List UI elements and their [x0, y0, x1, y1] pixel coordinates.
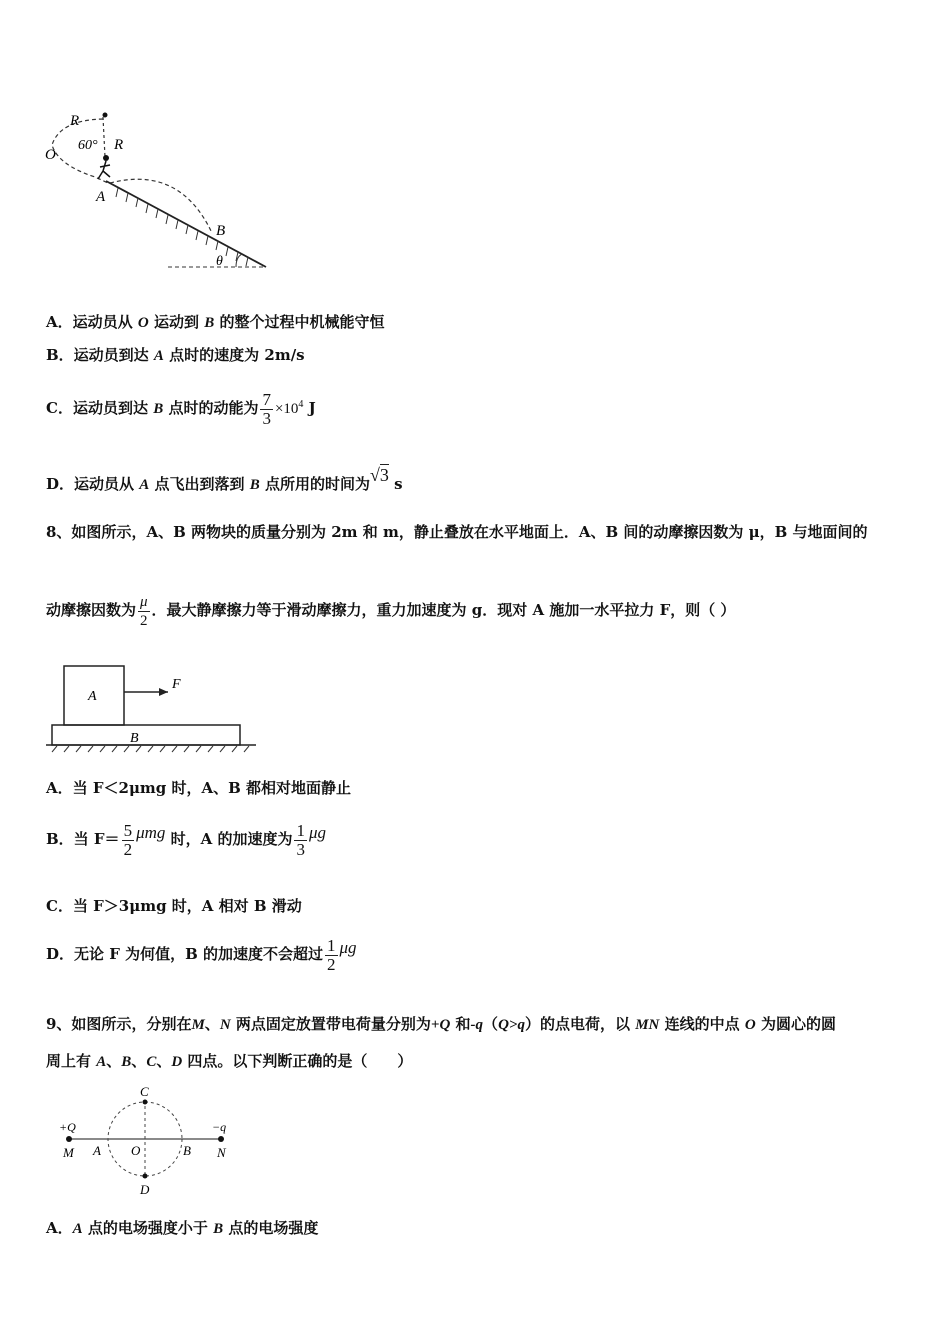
label-B: B: [183, 1143, 191, 1158]
label-D: D: [140, 1182, 150, 1197]
fraction-1-2: $\frac{1}{2}$: [327, 935, 336, 974]
q8-option-d: D．无论 F 为何值，B 的加速度不会超过 $\frac{1}{2}$ μg: [46, 935, 357, 974]
q8-stem-line1: 8、如图所示，A、B 两物块的质量分别为 2m 和 m，静止叠放在水平地面上．A、B 间的动摩擦因数为 μ，B 与地面间的: [46, 523, 868, 541]
q9-stem-line1: 9、如图所示，分别在M、N 两点固定放置带电荷量分别为+Q 和-q（Q>q）的点电荷，以 MN 连线的中点 O 为圆心的圆: [46, 1015, 836, 1033]
q8-stem-line2: 动摩擦因数为 $\frac{\mu}{2}$ ．最大静摩擦力等于滑动摩擦力，重力加速度为 g．现对 A 施加一水平拉力 F，则（ ）: [46, 593, 736, 629]
arrow-head: [159, 688, 168, 696]
q8-option-c: C．当 F＞3μmg 时，A 相对 B 滑动: [46, 897, 302, 915]
point-M: [66, 1136, 72, 1142]
fraction-mu-2: $\frac{\mu}{2}$: [140, 593, 148, 629]
fraction-5-2: $\frac{5}{2}$: [123, 820, 133, 859]
skier-body: [98, 161, 110, 179]
label-A: A: [96, 189, 106, 205]
floor-hatching: [52, 746, 249, 752]
ski-jump-figure: [40, 105, 275, 275]
q7-option-a: A．运动员从 O 运动到 B 的整个过程中机械能守恒: [46, 313, 385, 331]
label-O: O: [45, 147, 56, 163]
label-60-degree: 60°: [78, 138, 98, 153]
label-O: O: [131, 1143, 141, 1158]
fraction-1-3: $\frac{1}{3}$: [296, 820, 305, 859]
point-D: [143, 1174, 148, 1179]
flight-trajectory: [110, 179, 212, 233]
block-B: [52, 725, 240, 745]
label-A: A: [93, 1143, 101, 1158]
q9-stem-line2: 周上有 A、B、C、D 四点。以下判断正确的是（ ）: [46, 1052, 413, 1070]
q8-option-b: B．当 F＝ $\frac{5}{2}$ μmg 时，A 的加速度为 $\frac{1}{3}$ μg: [46, 820, 327, 859]
label-plus-Q: +Q: [59, 1120, 76, 1134]
q7-option-d: D．运动员从 A 点飞出到落到 B 点所用的时间为√3 s: [46, 465, 403, 493]
q8-option-a: A．当 F＜2μmg 时，A、B 都相对地面静止: [46, 779, 352, 797]
q7-option-c: C．运动员到达 B 点时的动能为 $\frac{7}{3}$ $\times 10^4$ J: [46, 389, 316, 428]
label-N: N: [217, 1145, 226, 1160]
label-R-top: R: [70, 113, 80, 129]
q9-option-a: A．A 点的电场强度小于 B 点的电场强度: [46, 1219, 319, 1237]
label-B: B: [216, 223, 226, 239]
point-N: [218, 1136, 224, 1142]
label-C: C: [140, 1084, 149, 1099]
label-minus-q: −q: [212, 1120, 227, 1134]
label-F: F: [172, 677, 181, 692]
fraction-7-3: $\frac{7}{3}$: [262, 389, 271, 428]
blocks-figure: [44, 662, 264, 762]
label-B: B: [130, 731, 139, 746]
vertical-radius: [103, 117, 105, 157]
label-R-right: R: [114, 137, 124, 153]
skier-head: [103, 155, 109, 161]
label-M: M: [63, 1145, 74, 1160]
point-C: [143, 1100, 148, 1105]
sqrt-symbol: √: [370, 465, 380, 485]
q7-option-b: B．运动员到达 A 点时的速度为 2m/s: [46, 346, 305, 364]
top-point: [103, 113, 108, 118]
slope-hatching: [116, 188, 248, 266]
charges-figure: [55, 1082, 245, 1202]
label-A: A: [88, 689, 97, 704]
label-theta: θ: [216, 254, 223, 269]
